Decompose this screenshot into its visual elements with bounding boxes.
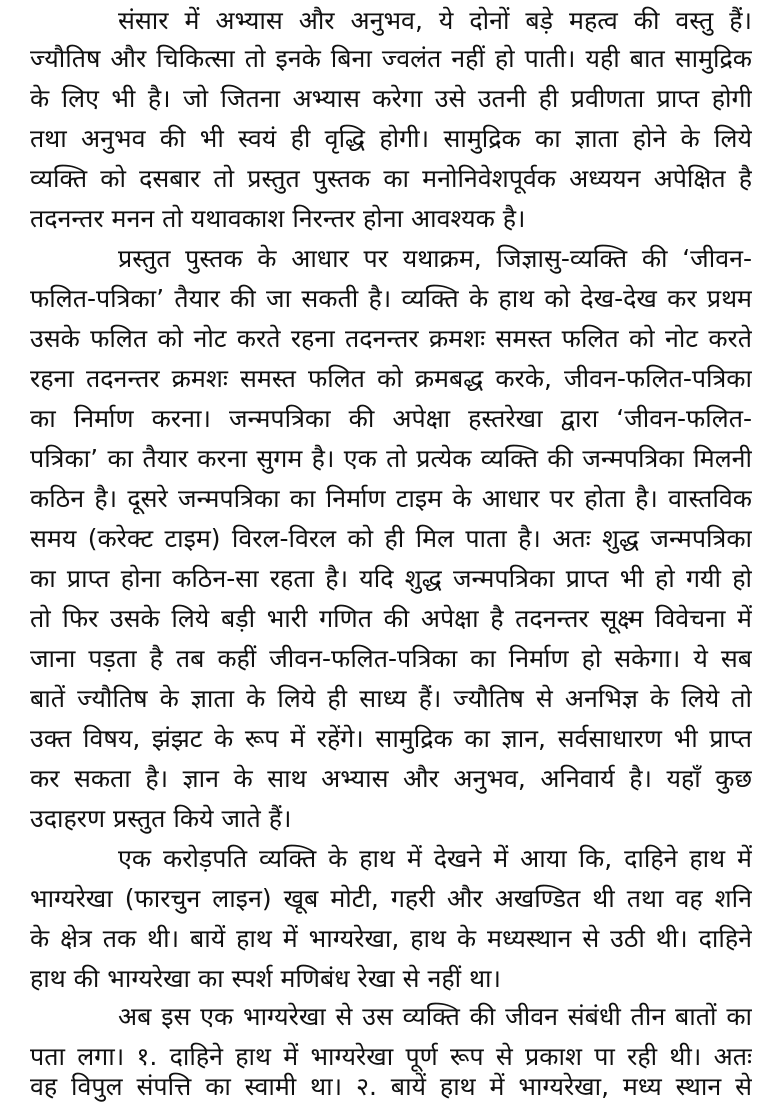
text-line: रहना तदनन्तर क्रमशः समस्त फलित को क्रमबद्ध करके, जीवन-फलित-पत्रिका	[30, 364, 752, 393]
text-line: एक करोड़पति व्यक्ति के हाथ में देखने में आया कि, दाहिने हाथ में	[118, 844, 752, 873]
text-line: का प्राप्त होना कठिन-सा रहता है। यदि शुद्ध जन्मपत्रिका प्राप्त भी हो गयी हो	[30, 564, 752, 593]
text-line: समय (करेक्ट टाइम) विरल-विरल को ही मिल पाता है। अतः शुद्ध जन्मपत्रिका	[30, 524, 752, 553]
text-line: के क्षेत्र तक थी। बायें हाथ में भाग्यरेखा, हाथ के मध्यस्थान से उठी थी। दाहिने	[30, 924, 752, 953]
text-line: जाना पड़ता है तब कहीं जीवन-फलित-पत्रिका का निर्माण हो सकेगा। ये सब	[30, 644, 752, 673]
text-line: उसके फलित को नोट करते रहना तदनन्तर क्रमशः समस्त फलित को नोट करते	[30, 324, 752, 353]
text-line: व्यक्ति को दसबार तो प्रस्तुत पुस्तक का मनोनिवेशपूर्वक अध्ययन अपेक्षित है	[30, 164, 752, 193]
text-line: पता लगा। १. दाहिने हाथ में भाग्यरेखा पूर्ण रूप से प्रकाश पा रही थी। अतः	[30, 1042, 752, 1071]
text-line: फलित-पत्रिका’ तैयार की जा सकती है। व्यक्ति के हाथ को देख-देख कर प्रथम	[30, 284, 752, 313]
text-line: अब इस एक भाग्यरेखा से उस व्यक्ति की जीवन संबंधी तीन बातों का	[118, 1002, 752, 1031]
text-line: संसार में अभ्यास और अनुभव, ये दोनों बड़े महत्व की वस्तु हैं।	[118, 6, 752, 35]
text-line: भाग्यरेखा (फारचुन लाइन) खूब मोटी, गहरी और अखण्डित थी तथा वह शनि	[30, 884, 752, 913]
text-line: तथा अनुभव की भी स्वयं ही वृद्धि होगी। सामुद्रिक का ज्ञाता होने के लिये	[30, 124, 752, 153]
text-line: ज्यौतिष और चिकित्सा तो इनके बिना ज्वलंत नहीं हो पाती। यही बात सामुद्रिक	[30, 44, 752, 73]
text-line: के लिए भी है। जो जितना अभ्यास करेगा उसे उतनी ही प्रवीणता प्राप्त होगी	[30, 84, 752, 113]
text-line: हाथ की भाग्यरेखा का स्पर्श मणिबंध रेखा से नहीं था।	[30, 964, 501, 993]
text-line: तो फिर उसके लिये बड़ी भारी गणित की अपेक्षा है तदनन्तर सूक्ष्म विवेचना में	[30, 604, 752, 633]
text-line: कठिन है। दूसरे जन्मपत्रिका का निर्माण टाइम के आधार पर होता है। वास्तविक	[30, 484, 752, 513]
text-line: तदनन्तर मनन तो यथावकाश निरन्तर होना आवश्यक है।	[30, 204, 526, 233]
text-line: प्रस्तुत पुस्तक के आधार पर यथाक्रम, जिज्ञासु-व्यक्ति की ‘जीवन-	[118, 244, 752, 273]
text-line: पत्रिका’ का तैयार करना सुगम है। एक तो प्रत्येक व्यक्ति की जन्मपत्रिका मिलनी	[30, 444, 752, 473]
text-line: वह विपुल संपत्ति का स्वामी था। २. बायें हाथ में भाग्यरेखा, मध्य स्थान से	[30, 1072, 752, 1101]
text-line: का निर्माण करना। जन्मपत्रिका की अपेक्षा हस्तरेखा द्वारा ‘जीवन-फलित-	[30, 404, 752, 433]
text-line: उक्त विषय, झंझट के रूप में रहेंगे। सामुद्रिक का ज्ञान, सर्वसाधारण भी प्राप्त	[30, 724, 752, 753]
text-line: कर सकता है। ज्ञान के साथ अभ्यास और अनुभव, अनिवार्य है। यहाँ कुछ	[30, 764, 752, 793]
text-line: उदाहरण प्रस्तुत किये जाते हैं।	[30, 804, 292, 833]
text-line: बातें ज्यौतिष के ज्ञाता के लिये ही साध्य हैं। ज्यौतिष से अनभिज्ञ के लिये तो	[30, 684, 752, 713]
